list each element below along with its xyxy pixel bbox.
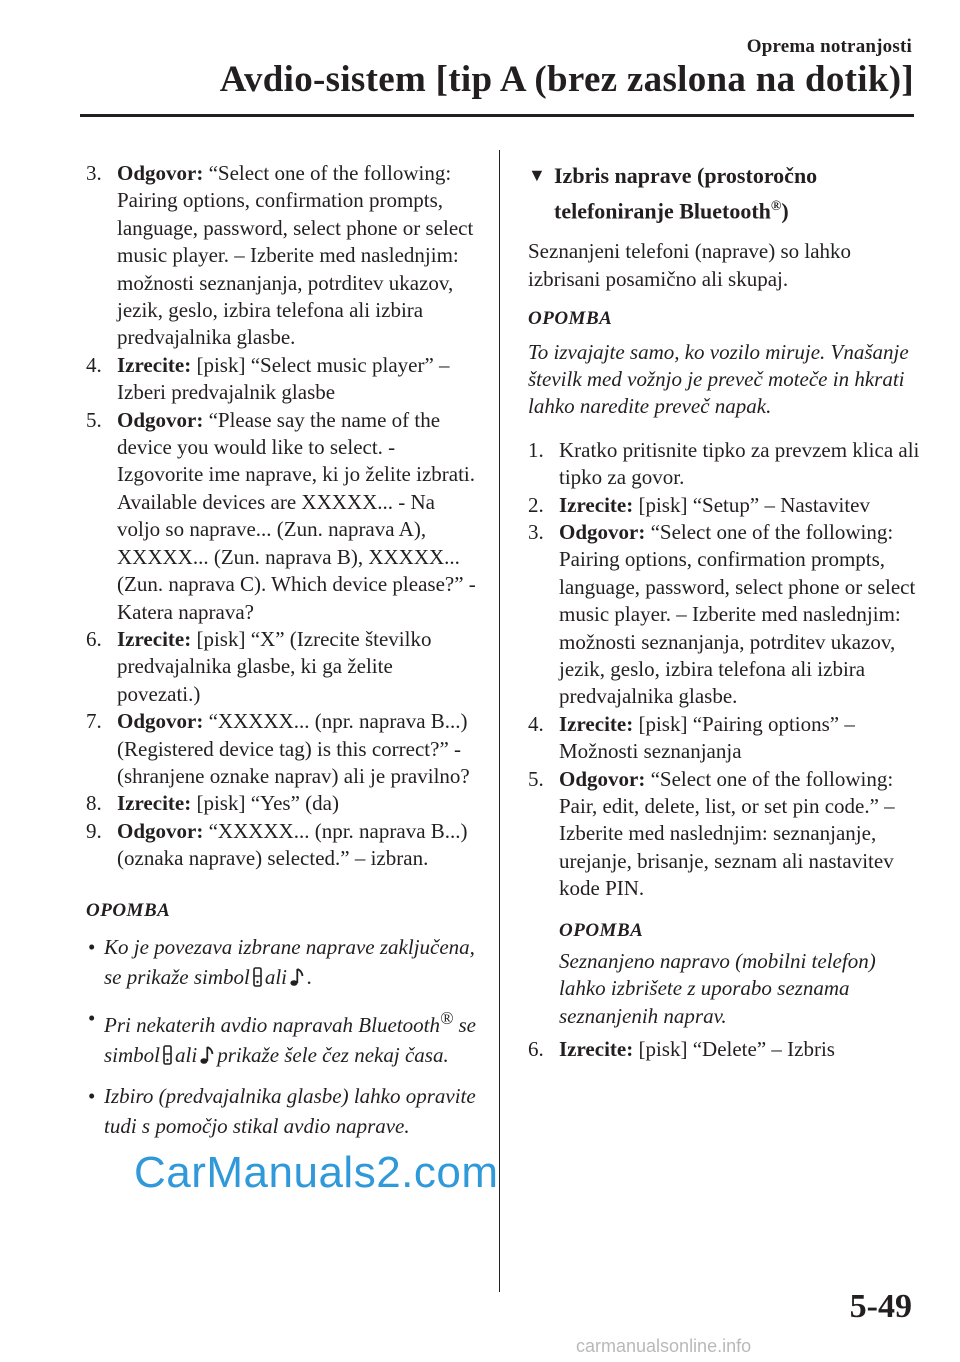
step-9 [86, 818, 480, 873]
step-4 [86, 352, 480, 407]
step-label: Izrecite: [559, 1037, 634, 1062]
step-text: “XXXXX... (npr. naprava B...) (oznaka naprave) selected.” – izbran. [117, 818, 468, 871]
bullet-text: ali [175, 1042, 198, 1067]
right-column [528, 160, 920, 1064]
bullet-dot: • [88, 934, 96, 959]
step-8 [86, 790, 480, 817]
section-title-end: ) [781, 198, 789, 224]
bullet-text: Pri nekaterih avdio napravah Bluetooth [104, 1012, 440, 1037]
step-3 [528, 519, 920, 711]
step-text: Kratko pritisnite tipko za prevzem klica ali tipko za govor. [559, 437, 920, 490]
step-5 [86, 407, 480, 626]
step-text: “Select one of the following: Pair, edit, delete, list, or set pin code.” – Izberite med naslednjim: seznanjanje, urejanje, brisanje, seznam ali nastavitev kode PIN. [559, 766, 895, 901]
step-label: Izrecite: [117, 352, 192, 377]
note-heading: OPOMBA [559, 919, 644, 941]
phone-icon [163, 1043, 172, 1073]
registered-mark: ® [770, 199, 782, 214]
step-number: 4. [86, 352, 102, 377]
header-rule [80, 114, 914, 117]
left-column [86, 160, 480, 1141]
step-number: 1. [528, 437, 544, 462]
step-label: Izrecite: [559, 711, 634, 736]
bullet-text: prikaže šele čez nekaj časa. [217, 1042, 449, 1067]
step-number: 9. [86, 818, 102, 843]
step-label: Odgovor: [117, 818, 204, 843]
intro-paragraph: Seznanjeni telefoni (naprave) so lahko izbrisani posamično ali skupaj. [528, 239, 852, 291]
bullet-dot: • [88, 1005, 96, 1030]
bullet-text: . [307, 964, 313, 989]
section-heading [528, 160, 920, 226]
registered-mark: ® [439, 1007, 454, 1028]
note-bullet [86, 932, 480, 995]
step-label: Izrecite: [117, 626, 192, 651]
note-bullet [86, 1081, 480, 1141]
page-number: 5-49 [849, 1288, 912, 1325]
step-text: [pisk] “Delete” – Izbris [638, 1037, 835, 1062]
bullet-text: ali [264, 964, 287, 989]
section-title: Izbris naprave (prostoročno telefoniranje Bluetooth [554, 163, 818, 224]
music-note-icon [290, 965, 304, 995]
step-label: Izrecite: [117, 791, 192, 816]
step-4 [528, 711, 920, 766]
page-title: Avdio-sistem [tip A (brez zaslona na dotik)] [219, 59, 914, 100]
step-text: “XXXXX... (npr. naprava B...) (Registered device tag) is this correct?” - (shranjene oznake naprav) ali je pravilno? [117, 709, 470, 788]
step-text: [pisk] “Setup” – Nastavitev [638, 492, 870, 517]
step-2 [528, 492, 920, 519]
bullet-dot: • [88, 1083, 96, 1108]
step-label: Odgovor: [559, 519, 646, 544]
note-text: Seznanjeno napravo (mobilni telefon) lahko izbrišete z uporabo seznama seznanjenih naprav. [559, 949, 876, 1028]
step-number: 6. [528, 1037, 544, 1062]
step-1 [528, 437, 920, 492]
step-5 [528, 766, 920, 903]
step-number: 4. [528, 711, 544, 736]
footer-watermark: carmanualsonline.info [576, 1336, 752, 1356]
step-number: 6. [86, 626, 102, 651]
step-text: [pisk] “Yes” (da) [196, 791, 339, 816]
step-label: Odgovor: [117, 161, 204, 185]
music-note-icon [200, 1043, 214, 1073]
note-heading: OPOMBA [528, 308, 613, 330]
step-6 [86, 626, 480, 708]
step-7 [86, 708, 480, 790]
note-block [528, 917, 920, 1031]
step-label: Odgovor: [117, 709, 204, 734]
note-bullet [86, 1003, 480, 1073]
bullet-text: Ko je povezava izbrane naprave zaključena, se prikaže simbol [104, 934, 475, 989]
step-number: 3. [86, 161, 102, 185]
step-number: 8. [86, 791, 102, 816]
step-text: [pisk] “Pairing options” – Možnosti seznanjanja [559, 711, 855, 764]
column-divider [499, 150, 500, 1292]
step-text: [pisk] “X” (Izrecite številko predvajalnika glasbe, ki ga želite povezati.) [117, 626, 432, 706]
bullet-text: se simbol [104, 1012, 476, 1067]
step-number: 7. [86, 709, 102, 734]
step-number: 5. [528, 766, 544, 791]
step-text: “Select one of the following: Pairing options, confirmation prompts, language, password, select phone or select music player. – Izberite med naslednjim: možnosti seznanjanja, potrditev ukazov, jezik, geslo, izbira telefona ali izbira predvajalnika glasbe. [559, 519, 916, 709]
step-6 [528, 1036, 920, 1063]
note-heading: OPOMBA [86, 899, 171, 921]
step-number: 2. [528, 492, 544, 517]
triangle-marker-icon: ▼ [528, 165, 546, 185]
step-3 [86, 160, 480, 352]
phone-icon [253, 965, 262, 995]
step-number: 3. [528, 519, 544, 544]
step-text: [pisk] “Select music player” – Izberi predvajalnik glasbe [117, 352, 450, 405]
note-text: To izvajajte samo, ko vozilo miruje. Vnašanje številk med vožnjo je preveč moteče in hkrati lahko naredite preveč napak. [528, 339, 909, 419]
step-text: “Select one of the following: Pairing options, confirmation prompts, language, password, select phone or select music player. – Izberite med naslednjim: možnosti seznanjanja, potrditev ukazov, jezik, geslo, izbira telefona ali izbira predvajalnika glasbe. [117, 161, 474, 350]
step-number: 5. [86, 407, 102, 432]
step-label: Odgovor: [117, 407, 204, 432]
step-label: Izrecite: [559, 492, 634, 517]
watermark-logo: CarManuals2.com [134, 1148, 499, 1197]
step-text: “Please say the name of the device you would like to select. - Izgovorite ime naprave, ki jo želite izbrati. Available devices are XXXXX... - Na voljo so naprave... (Zun. naprava A), XXXXX... (Zun. naprava B), XXXXX... (Zun. naprava C). Which device please?” - Katera naprava? [117, 407, 476, 624]
section-label: Oprema notranjosti [746, 36, 912, 57]
bullet-text: Izbiro (predvajalnika glasbe) lahko opravite tudi s pomočjo stikal avdio naprave. [104, 1083, 476, 1138]
step-label: Odgovor: [559, 766, 646, 791]
